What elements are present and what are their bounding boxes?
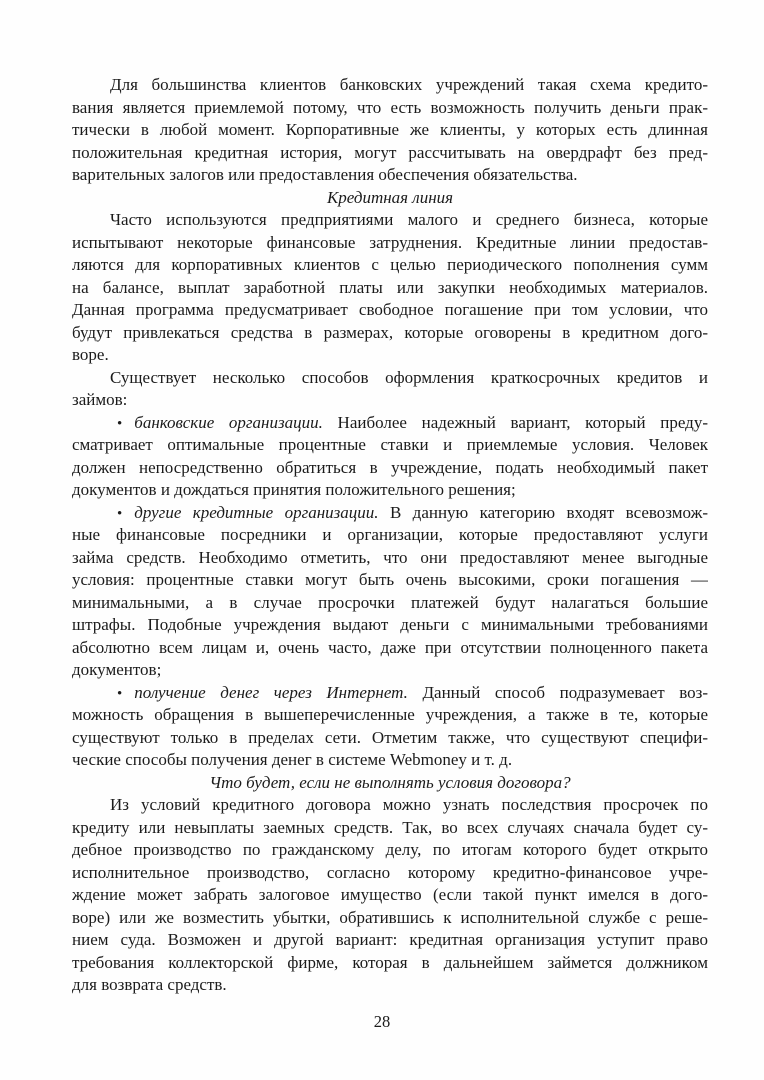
text-line: для возврата средств. xyxy=(72,975,227,994)
text-line: • другие кредитные организации. В данную категорию входят всевозмож- xyxy=(117,502,708,522)
bullet-icon: • xyxy=(117,505,123,522)
text-line: должен непосредственно обратиться в учреждение, подать необходимый пакет xyxy=(72,457,708,477)
text-line: можность обращения в вышеперечисленные учреждения, а также в те, которые xyxy=(72,705,708,724)
section-heading: Кредитная линия xyxy=(326,187,454,207)
text-line: • получение денег через Интернет. Данный способ подразумевает воз- xyxy=(117,682,708,702)
page-number: 28 xyxy=(373,1012,391,1031)
text-line: ные финансовые посредники и организации, которые предоставляют услуги xyxy=(72,525,708,544)
text-line: требования коллекторской фирме, которая в дальнейшем займется должником xyxy=(72,952,708,972)
text-line: воре) или же возместить убытки, обратившись к исполнительной службе с реше- xyxy=(72,907,708,927)
bullet-lead: получение денег через Интернет. xyxy=(134,682,408,702)
text-line: Для большинства клиентов банковских учреждений такая схема кредито- xyxy=(110,75,708,94)
text-line: дебное производство по гражданскому делу, по итогам которого будет открыто xyxy=(72,840,708,859)
text-line: минимальными, а в случае просрочки платежей будут налагаться большие xyxy=(72,592,708,612)
text-line: условия: процентные ставки могут быть очень высокими, сроки погашения — xyxy=(72,570,708,589)
text-line: • банковские организации. Наиболее надежный вариант, который преду- xyxy=(117,412,708,432)
text-line: документов; xyxy=(72,660,162,679)
text-line: варительных залогов или предоставления обеспечения обязательства. xyxy=(72,165,578,184)
text-line: Часто используются предприятиями малого и среднего бизнеса, которые xyxy=(110,210,708,229)
text-line: Данная программа предусматривает свободное погашение при том условии, что xyxy=(72,300,708,319)
bullet-lead: другие кредитные организации. xyxy=(134,502,379,522)
text-line: на балансе, выплат заработной платы или закупки необходимых материалов. xyxy=(72,277,708,297)
text-line: Существует несколько способов оформления краткосрочных кредитов и xyxy=(110,367,708,387)
text-content xyxy=(72,74,708,997)
bullet-icon: • xyxy=(117,415,123,432)
text-line: сматривает оптимальные процентные ставки и приемлемые условия. Человек xyxy=(72,435,708,454)
text-line: документов и дождаться принятия положительного решения; xyxy=(72,480,516,499)
text-line: вания является приемлемой потому, что есть возможность получить деньги прак- xyxy=(72,97,708,117)
text-line: нием суда. Возможен и другой вариант: кредитная организация уступит право xyxy=(72,930,708,949)
text-line: воре. xyxy=(72,345,109,364)
section-heading: Что будет, если не выполнять условия договора? xyxy=(209,772,571,792)
text-line: кредиту или невыплаты заемных средств. Так, во всех случаях сначала будет су- xyxy=(72,817,708,837)
text-line: абсолютно всем лицам и, очень часто, даже при отсутствии полноценного пакета xyxy=(72,637,708,657)
text-line: существуют только в пределах сети. Отметим также, что существуют специфи- xyxy=(72,727,708,747)
text-line: исполнительное производство, согласно которому кредитно-финансовое учре- xyxy=(72,862,708,882)
text-line: тически в любой момент. Корпоративные же клиенты, у которых есть длинная xyxy=(72,120,708,139)
text-line: испытывают некоторые финансовые затруднения. Кредитные линии предостав- xyxy=(72,232,708,252)
text-line: положительная кредитная история, могут рассчитывать на овердрафт без пред- xyxy=(72,142,708,162)
bullet-icon: • xyxy=(117,685,123,702)
text-line: займов: xyxy=(72,390,128,409)
text-line: ляются для корпоративных клиентов с целью периодического пополнения сумм xyxy=(72,255,708,274)
text-line: штрафы. Подобные учреждения выдают деньги с минимальными требованиями xyxy=(72,615,708,634)
text-line: Из условий кредитного договора можно узнать последствия просрочек по xyxy=(110,795,708,814)
text-line: ждение может забрать залоговое имущество (если такой пункт имелся в дого- xyxy=(72,885,708,904)
bullet-lead: банковские организации. xyxy=(134,412,323,432)
text-line: ческие способы получения денег в системе Webmoney и т. д. xyxy=(72,750,513,769)
text-line: будут привлекаться средства в размерах, которые оговорены в кредитном дого- xyxy=(72,322,708,342)
text-line: займа средств. Необходимо отметить, что они предоставляют менее выгодные xyxy=(72,547,708,567)
